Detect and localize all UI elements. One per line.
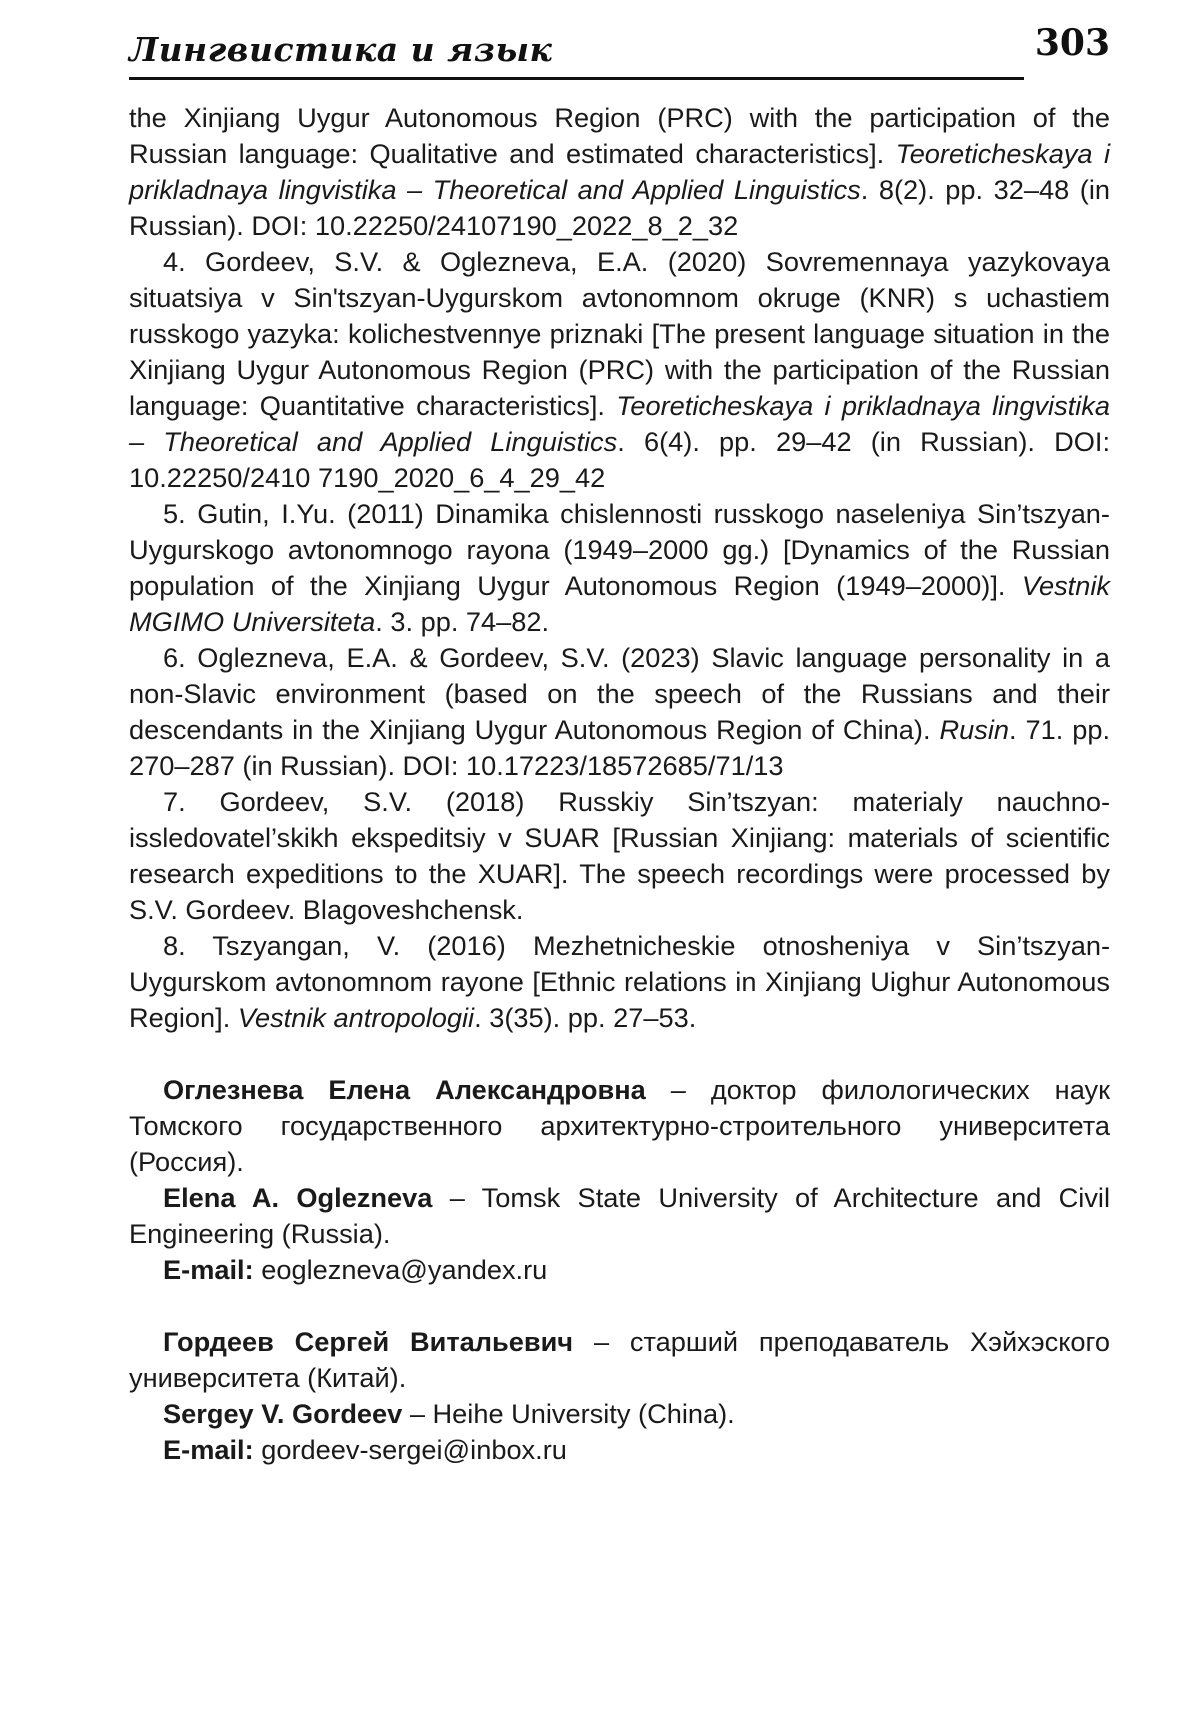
author-name: Оглезнева Елена Александровна <box>163 1074 646 1105</box>
email-address[interactable]: gordeev-sergei@inbox.ru <box>253 1434 567 1465</box>
author-affiliation: – Heihe University (China). <box>402 1398 735 1429</box>
email-label: E-mail: <box>163 1434 254 1465</box>
reference-text: . 8(2). pp. 32–48 (in Russian). DOI: 10.22250/24107190_2022_8_2_32 <box>129 174 1111 241</box>
reference-journal: Teoreticheskaya i prikladnaya lingvistika – Theoretical and Applied Linguistics <box>129 390 1110 457</box>
author-name: Sergey V. Gordeev <box>163 1398 403 1429</box>
reference-3-continued <box>129 100 1110 244</box>
reference-4 <box>129 244 1110 496</box>
reference-text: 4. Gordeev, S.V. & Oglezneva, E.A. (2020) Sovremennaya yazykovaya situatsiya v Sin'tszyan-Uygurskom avtonomnom okruge (KNR) s uchastiem russkogo yazyka: kolichestvennye priznaki [The present language situation in the Xinjiang Uygur Autonomous Region (PRC) with the participation of the Russian language: Quantitative characteristics]. <box>129 246 1110 421</box>
reference-text: . 3(35). pp. 27–53. <box>474 1002 697 1033</box>
author-1-ru <box>129 1072 1110 1180</box>
page-header <box>129 0 1110 86</box>
author-info <box>129 1072 1110 1468</box>
reference-text: 8. Tszyangan, V. (2016) Mezhetnicheskie otnosheniya v Sin’tszyan-Uygurskom avtonomnom rayone [Ethnic relations in Xinjiang Uighur Autonomous Region]. <box>129 930 1110 1033</box>
reference-journal: Vestnik MGIMO Universiteta <box>129 570 1110 637</box>
references-list <box>129 100 1110 1036</box>
reference-text: . 3. pp. 74–82. <box>375 606 550 637</box>
reference-text: the Xinjiang Uygur Autonomous Region (PRC) with the participation of the Russian language: Qualitative and estimated characteristics]. <box>129 102 1110 169</box>
author-name: Elena A. Oglezneva <box>163 1182 433 1213</box>
author-name: Гордеев Сергей Витальевич <box>163 1326 574 1357</box>
author-2-en <box>129 1396 1110 1432</box>
journal-page <box>129 0 1110 1468</box>
reference-text: 7. Gordeev, S.V. (2018) Russkiy Sin’tszyan: materialy nauchno-issledovatel’skikh ekspeditsiy v SUAR [Russian Xinjiang: materials of scientific research expeditions to the XUAR]. The speech recordings were processed by S.V. Gordeev. Blagoveshchensk. <box>129 786 1110 925</box>
reference-text: 5. Gutin, I.Yu. (2011) Dinamika chislennosti russkogo naseleniya Sin’tszyan-Uygurskogo avtonomnogo rayona (1949–2000 gg.) [Dynamics of the Russian population of the Xinjiang Uygur Autonomous Region (1949–2000)]. <box>129 498 1110 601</box>
reference-text: . 71. pp. 270–287 (in Russian). DOI: 10.17223/18572685/71/13 <box>129 714 1111 781</box>
author-affiliation: – старший преподаватель Хэйхэского университета (Китай). <box>129 1326 1110 1393</box>
reference-5 <box>129 496 1110 640</box>
reference-journal: Vestnik antropologii <box>237 1002 475 1033</box>
author-1-en <box>129 1180 1110 1252</box>
header-rule <box>129 77 1024 80</box>
reference-8 <box>129 928 1110 1036</box>
reference-text: . 6(4). pp. 29–42 (in Russian). DOI: 10.22250/2410 7190_2020_6_4_29_42 <box>129 426 1111 493</box>
reference-journal: Rusin <box>939 714 1009 745</box>
spacer <box>129 1288 1110 1324</box>
email-address[interactable]: eoglezneva@yandex.ru <box>253 1254 548 1285</box>
author-1-email <box>129 1252 1110 1288</box>
page-number: 303 <box>1034 22 1110 64</box>
email-label: E-mail: <box>163 1254 254 1285</box>
reference-journal: Teoreticheskaya i prikladnaya lingvistika – Theoretical and Applied Linguistics <box>129 138 1110 205</box>
reference-6 <box>129 640 1110 784</box>
reference-7 <box>129 784 1110 928</box>
author-affiliation: – доктор филологических наук Томского государственного архитектурно-строительного университета (Россия). <box>129 1074 1110 1177</box>
author-2-ru <box>129 1324 1110 1396</box>
section-title: Лингвистика и язык <box>129 30 553 69</box>
author-affiliation: – Tomsk State University of Architecture and Civil Engineering (Russia). <box>129 1182 1110 1249</box>
reference-text: 6. Oglezneva, E.A. & Gordeev, S.V. (2023) Slavic language personality in a non-Slavic environment (based on the speech of the Russians and their descendants in the Xinjiang Uygur Autonomous Region of China). <box>129 642 1110 745</box>
author-2-email <box>129 1432 1110 1468</box>
